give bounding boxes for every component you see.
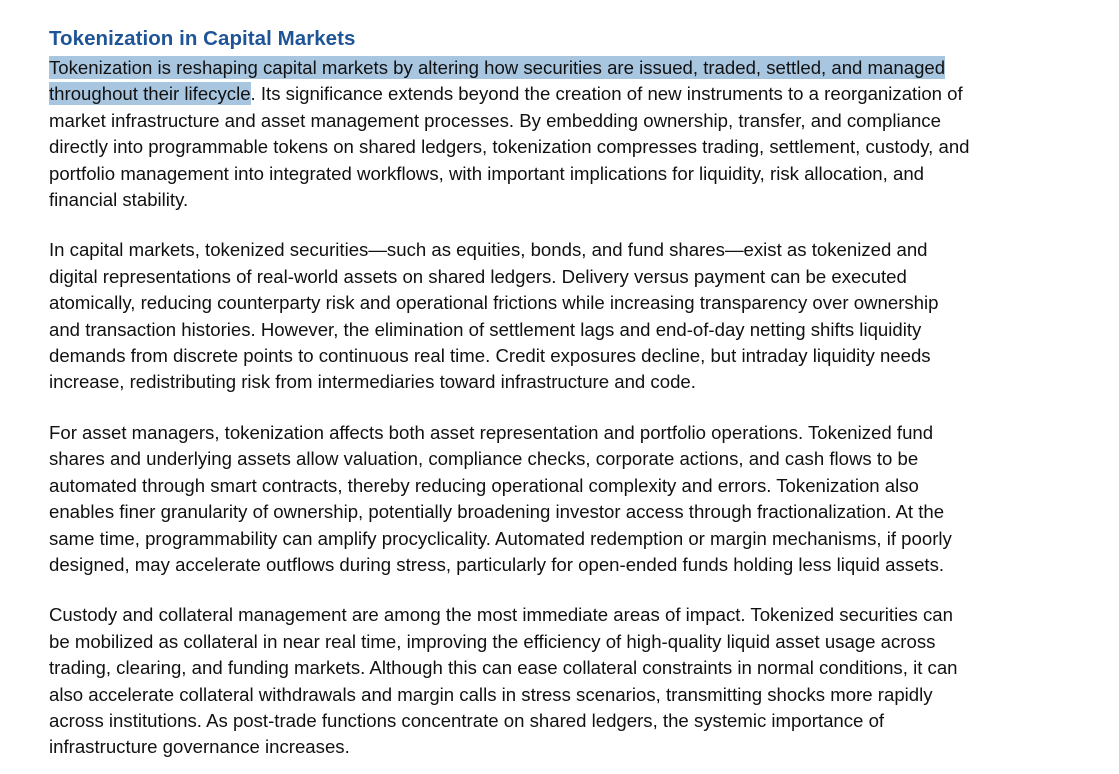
line-text: For asset managers, tokenization affects both asset representation and portfolio operations. Tokenized fund [49, 421, 934, 443]
text-line [49, 682, 1111, 708]
paragraph [49, 237, 1111, 395]
line-text: In capital markets, tokenized securities—such as equities, bonds, and fund shares—exist as tokenized and [49, 239, 928, 261]
selected-text[interactable]: Tokenization is reshaping capital markets by altering how securities are issued, traded, settled, and managed [49, 57, 946, 78]
line-text: enables finer granularity of ownership, potentially broadening investor access through fractionalization. At the [49, 501, 945, 523]
document-page [49, 26, 1111, 761]
text-line [49, 108, 1111, 134]
line-text: directly into programmable tokens on shared ledgers, tokenization compresses trading, settlement, custody, and [49, 136, 970, 158]
text-line [49, 81, 1111, 107]
text-line [49, 602, 1111, 628]
line-text: automated through smart contracts, thereby reducing operational complexity and errors. Tokenization also [49, 474, 919, 496]
text-line [49, 473, 1111, 499]
line-text: also accelerate collateral withdrawals and margin calls in stress scenarios, transmitting shocks more rapidly [49, 683, 933, 705]
line-text: market infrastructure and asset management processes. By embedding ownership, transfer, and compliance [49, 109, 941, 131]
text-line [49, 369, 1111, 395]
line-text: demands from discrete points to continuous real time. Credit exposures decline, but intraday liquidity needs [49, 345, 931, 367]
line-text: financial stability. [49, 189, 189, 211]
line-text: designed, may accelerate outflows during stress, particularly for open-ended funds holding less liquid assets. [49, 553, 945, 575]
paragraph [49, 55, 1111, 213]
line-text: be mobilized as collateral in near real time, improving the efficiency of high-quality liquid asset usage across [49, 630, 936, 652]
line-text: . Its significance extends beyond the creation of new instruments to a reorganization of [250, 83, 963, 105]
line-text: increase, redistributing risk from intermediaries toward infrastructure and code. [49, 371, 696, 393]
text-line [49, 134, 1111, 160]
text-line [49, 420, 1111, 446]
line-text: same time, programmability can amplify procyclicality. Automated redemption or margin mechanisms, if poorly [49, 527, 952, 549]
text-line [49, 343, 1111, 369]
text-line [49, 552, 1111, 578]
text-line [49, 317, 1111, 343]
text-line [49, 655, 1111, 681]
text-line [49, 290, 1111, 316]
text-line [49, 499, 1111, 525]
section-heading: Tokenization in Capital Markets [49, 27, 356, 50]
line-text: Custody and collateral management are among the most immediate areas of impact. Tokenized securities can [49, 604, 953, 626]
text-line [49, 629, 1111, 655]
text-line [49, 264, 1111, 290]
line-text: and transaction histories. However, the elimination of settlement lags and end-of-day netting shifts liquidity [49, 318, 922, 340]
text-line [49, 161, 1111, 187]
selected-text[interactable]: throughout their lifecycle [49, 83, 251, 105]
body-text [49, 55, 1111, 761]
line-text: atomically, reducing counterparty risk and operational frictions while increasing transparency over ownership [49, 292, 939, 314]
text-line [49, 187, 1111, 213]
text-line [49, 526, 1111, 552]
line-text: across institutions. As post-trade functions concentrate on shared ledgers, the systemic importance of [49, 709, 885, 731]
line-text: portfolio management into integrated workflows, with important implications for liquidity, risk allocation, and [49, 162, 925, 184]
line-text: trading, clearing, and funding markets. Although this can ease collateral constraints in normal conditions, it can [49, 657, 958, 679]
line-text: shares and underlying assets allow valuation, compliance checks, corporate actions, and cash flows to be [49, 448, 919, 470]
paragraph [49, 602, 1111, 760]
line-text: digital representations of real-world assets on shared ledgers. Delivery versus payment can be executed [49, 265, 907, 287]
line-text: infrastructure governance increases. [49, 736, 350, 758]
paragraph [49, 420, 1111, 578]
text-line [49, 55, 1111, 81]
text-line [49, 237, 1111, 263]
text-line [49, 708, 1111, 734]
text-line [49, 446, 1111, 472]
text-line [49, 734, 1111, 760]
